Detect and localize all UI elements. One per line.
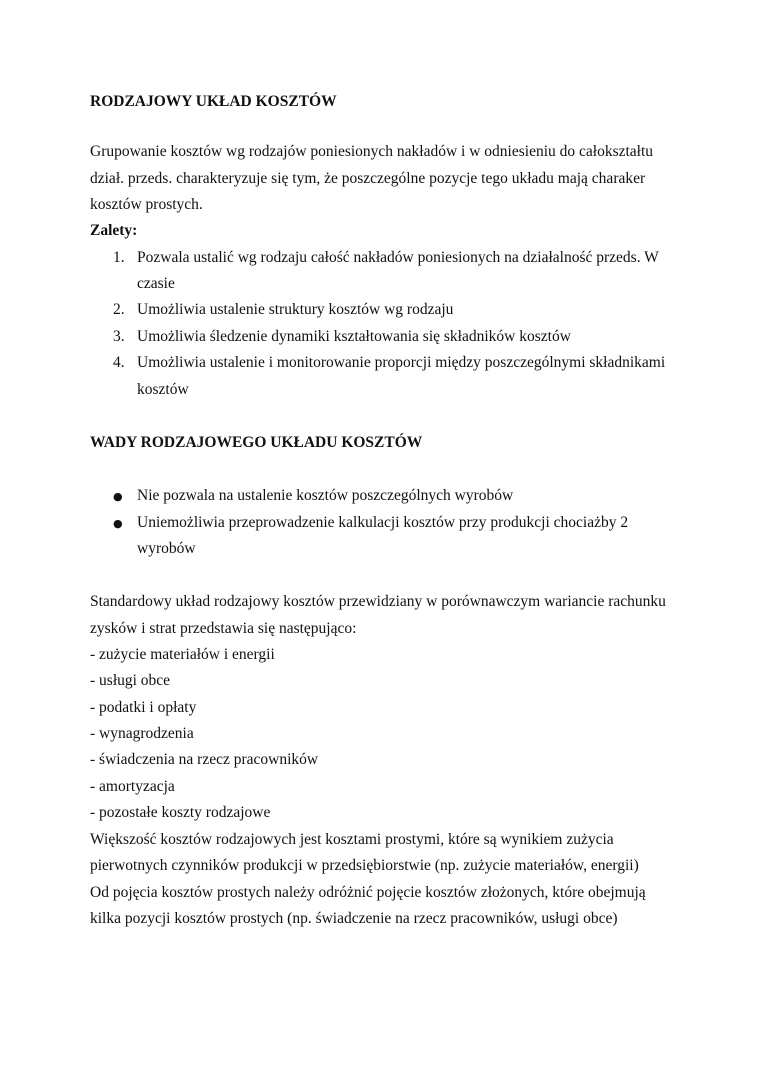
standard-item: - wynagrodzenia: [90, 725, 194, 742]
list-number: 4.: [113, 354, 125, 371]
standard-item: - usługi obce: [90, 672, 171, 689]
closing-line: pierwotnych czynników produkcji w przedsiębiorstwie (np. zużycie materiałów, energii): [90, 857, 639, 874]
standard-item: - zużycie materiałów i energii: [90, 646, 275, 663]
intro-line: Grupowanie kosztów wg rodzajów poniesionych nakładów i w odniesieniu do całokształtu: [90, 143, 654, 160]
standard-intro-line: Standardowy układ rodzajowy kosztów przewidziany w porównawczym wariancie rachunku: [90, 593, 666, 610]
advantage-item-line: Umożliwia ustalenie i monitorowanie proporcji między poszczególnymi składnikami: [137, 354, 666, 371]
advantage-item-line: kosztów: [137, 381, 189, 398]
advantage-item-line: Umożliwia śledzenie dynamiki kształtowania się składników kosztów: [137, 328, 571, 345]
standard-item: - amortyzacja: [90, 778, 175, 795]
bullet-icon: ●: [113, 490, 123, 503]
heading-wady: WADY RODZAJOWEGO UKŁADU KOSZTÓW: [90, 434, 423, 451]
list-number: 3.: [113, 328, 125, 345]
intro-line: kosztów prostych.: [90, 196, 203, 213]
advantage-item-line: Umożliwia ustalenie struktury kosztów wg rodzaju: [137, 301, 454, 318]
list-number: 2.: [113, 301, 125, 318]
disadvantage-item-line: Uniemożliwia przeprowadzenie kalkulacji kosztów przy produkcji chociażby 2: [137, 514, 629, 531]
closing-line: kilka pozycji kosztów prostych (np. świadczenie na rzecz pracowników, usługi obce): [90, 910, 618, 927]
disadvantage-item-line: wyrobów: [137, 540, 196, 557]
standard-item: - świadczenia na rzecz pracowników: [90, 751, 319, 768]
standard-intro-line: zysków i strat przedstawia się następująco:: [90, 620, 357, 637]
disadvantage-item-line: Nie pozwala na ustalenie kosztów poszczególnych wyrobów: [137, 487, 514, 504]
standard-item: - podatki i opłaty: [90, 699, 197, 716]
closing-line: Większość kosztów rodzajowych jest kosztami prostymi, które są wynikiem zużycia: [90, 831, 614, 848]
heading-rodzajowy-uklad: RODZAJOWY UKŁAD KOSZTÓW: [90, 93, 337, 110]
list-number: 1.: [113, 249, 125, 266]
advantage-item-line: Pozwala ustalić wg rodzaju całość nakładów poniesionych na działalność przeds. W: [137, 249, 659, 266]
standard-item: - pozostałe koszty rodzajowe: [90, 804, 271, 821]
bullet-icon: ●: [113, 517, 123, 530]
intro-line: dział. przeds. charakteryzuje się tym, że poszczególne pozycje tego układu mają charaker: [90, 170, 646, 187]
closing-line: Od pojęcia kosztów prostych należy odróżnić pojęcie kosztów złożonych, które obejmują: [90, 884, 646, 901]
advantages-label: Zalety:: [90, 222, 138, 239]
advantage-item-line: czasie: [137, 275, 175, 292]
